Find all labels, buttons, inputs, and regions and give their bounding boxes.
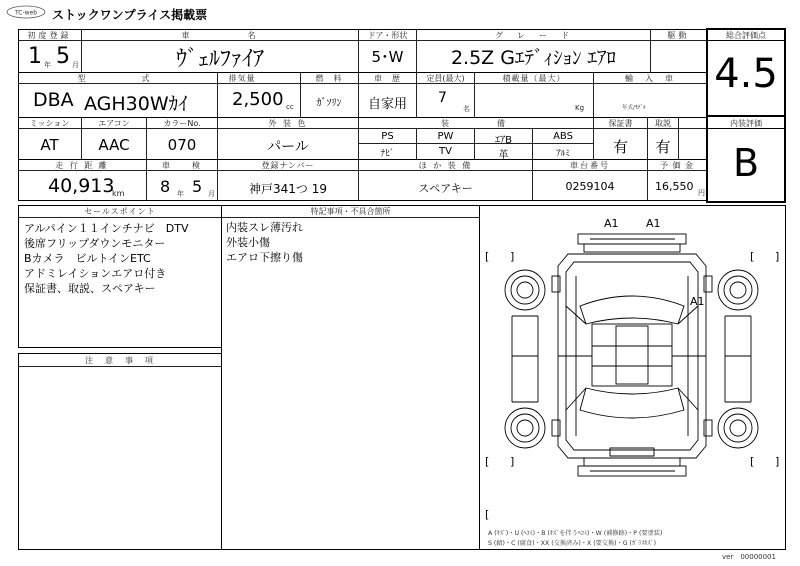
- damage-mark-side: A1: [690, 295, 705, 308]
- color-no-label: カラーNo.: [163, 119, 201, 128]
- bracket-tr-close: ]: [775, 250, 780, 263]
- document-title: ストックワンプライス掲載票: [52, 8, 208, 22]
- car-name: ｳﾞｪﾙﾌｧｲｱ: [175, 47, 264, 72]
- notes-label: 特記事項・不具合箇所: [310, 207, 391, 216]
- mileage-value: 40,913: [48, 175, 115, 197]
- exterior-label: 外 装 色: [268, 119, 308, 128]
- car-name-label: 車 名: [181, 31, 259, 40]
- import-year-label: 年式/ﾓﾃﾞﾙ: [622, 105, 646, 111]
- bracket-tl: [: [485, 250, 490, 263]
- import-label: 輸 入 車: [625, 74, 675, 83]
- sales-point-2: 後席フリップダウンモニター: [24, 237, 166, 250]
- grade-value: 2.5Z Gｴﾃﾞｨｼｮﾝ ｴｱﾛ: [450, 47, 617, 69]
- interior-score-label: 内装評価: [730, 119, 762, 128]
- load-label: 積載量（最大）: [502, 74, 566, 83]
- sales-point-5: 保証書、取説、スペアキー: [24, 282, 156, 295]
- equipment-leather: 革: [498, 150, 509, 161]
- plate-value: 神戸341つ 19: [249, 182, 327, 196]
- equipment-navi: ﾅﾋﾞ: [380, 149, 395, 159]
- bracket-tl-close: ]: [510, 250, 515, 263]
- equipment-label: 装 備: [441, 119, 511, 128]
- sales-point-4: アドミレイションエアロ付き: [24, 267, 167, 280]
- door-label: ドア・形状: [367, 31, 408, 40]
- sales-point-1: アルパイン１１インチナビ DTV: [24, 222, 189, 235]
- exterior-value: パール: [267, 139, 309, 155]
- first-reg-month: 5: [56, 44, 70, 69]
- note-3: エアロ下擦り傷: [226, 251, 303, 264]
- legend-line-2: S (錆)・C (腐食)・XX (交換済み)・X (要交換)・G (ｶﾞﾗｽｷｽﾞ): [488, 540, 657, 547]
- interior-score: B: [732, 141, 760, 185]
- bracket-bl: [: [485, 455, 490, 468]
- manual-value: 有: [655, 138, 671, 156]
- equipment-abs: ABS: [553, 131, 573, 142]
- mission-value: AT: [40, 136, 59, 154]
- bracket-tr: [: [750, 250, 755, 263]
- caution-label: 注 意 事 項: [85, 356, 155, 365]
- equipment-airbag: ｴｱB: [495, 135, 512, 146]
- usage-label: 車 歴: [374, 74, 401, 83]
- usage-value: 自家用: [367, 97, 407, 112]
- overall-score: 4.5: [714, 51, 778, 97]
- displacement-label: 排気量: [228, 74, 256, 83]
- tc-web-logo: [6, 5, 46, 19]
- door-value: 5･W: [371, 48, 404, 66]
- caution-box: [18, 353, 222, 550]
- inspection-label: 車 検: [162, 161, 202, 170]
- inspection-year-unit: 年: [177, 190, 184, 198]
- bracket-bottom: [: [485, 508, 490, 521]
- capacity-unit: 名: [463, 105, 470, 113]
- price-unit: 円: [698, 189, 705, 197]
- grade-label: グ レ ー ド: [495, 31, 572, 40]
- fuel-value: ｶﾞｿﾘﾝ: [316, 98, 342, 109]
- model-value: AGH30Wｶｲ: [84, 93, 188, 115]
- note-1: 内装スレ薄汚れ: [226, 221, 303, 234]
- capacity-value: 7: [438, 90, 447, 106]
- legend-line-1: A (ｷｽﾞ)・U (ﾍｺﾐ)・B (ｷｽﾞを伴うﾍｺﾐ)・W (補修跡)・P (要塗装): [488, 530, 663, 537]
- color-no-value: 070: [167, 136, 197, 154]
- version-text: ver 00000001: [722, 553, 776, 561]
- bracket-br: [: [750, 455, 755, 468]
- equipment-ps: PS: [381, 131, 394, 142]
- bracket-bl-close: ]: [510, 455, 515, 468]
- logo-text: TC-web: [14, 9, 38, 17]
- first-reg-year: 1: [28, 44, 42, 69]
- mileage-label: 走 行 距 離: [55, 161, 109, 170]
- model-prefix: DBA: [33, 89, 74, 111]
- sales-point-3: Bカメラ ビルトインETC: [24, 252, 151, 265]
- first-reg-month-unit: 月: [72, 61, 79, 69]
- equipment-pw: PW: [437, 131, 454, 142]
- stock-no-value: 0259104: [565, 180, 615, 193]
- other-equipment-value: スペアキー: [418, 182, 473, 195]
- car-damage-diagram: [480, 206, 785, 528]
- other-equipment-label: ほ か 装 備: [418, 161, 473, 170]
- stock-no-label: 車台番号: [570, 161, 610, 170]
- bracket-br-close: ]: [775, 455, 780, 468]
- warranty-label: 保証書: [608, 119, 633, 128]
- price-value: 16,550: [655, 180, 694, 193]
- load-unit: Kg: [575, 104, 585, 112]
- sales-points-label: セールスポイント: [84, 207, 156, 216]
- manual-label: 取説: [655, 119, 671, 128]
- first-reg-label: 初度登録: [27, 31, 72, 40]
- plate-label: 登録ナンバー: [261, 161, 315, 170]
- inspection-month: 5: [192, 177, 203, 196]
- equipment-tv: TV: [439, 146, 452, 157]
- inspection-year: 8: [160, 177, 171, 196]
- capacity-label: 定員(最大): [426, 74, 465, 83]
- warranty-value: 有: [612, 138, 628, 156]
- drive-label: 駆動: [667, 31, 690, 40]
- inspection-month-unit: 月: [208, 190, 215, 198]
- first-reg-year-unit: 年: [44, 61, 51, 69]
- note-2: 外装小傷: [226, 236, 270, 249]
- ac-value: AAC: [98, 136, 130, 154]
- displacement-value: 2,500: [232, 89, 284, 110]
- model-label: 型 式: [77, 74, 158, 83]
- overall-score-label: 総合評価点: [726, 31, 766, 40]
- displacement-unit: cc: [286, 103, 294, 111]
- equipment-alloy: ｱﾙﾐ: [556, 149, 570, 159]
- fuel-label: 燃 料: [315, 74, 343, 83]
- price-label: 予 価 金: [659, 161, 695, 170]
- damage-mark-front-right: A1: [646, 217, 661, 230]
- mileage-unit: km: [112, 189, 125, 198]
- ac-label: エアコン: [98, 119, 130, 128]
- mission-label: ミッション: [29, 119, 70, 128]
- damage-mark-front-left: A1: [604, 217, 619, 230]
